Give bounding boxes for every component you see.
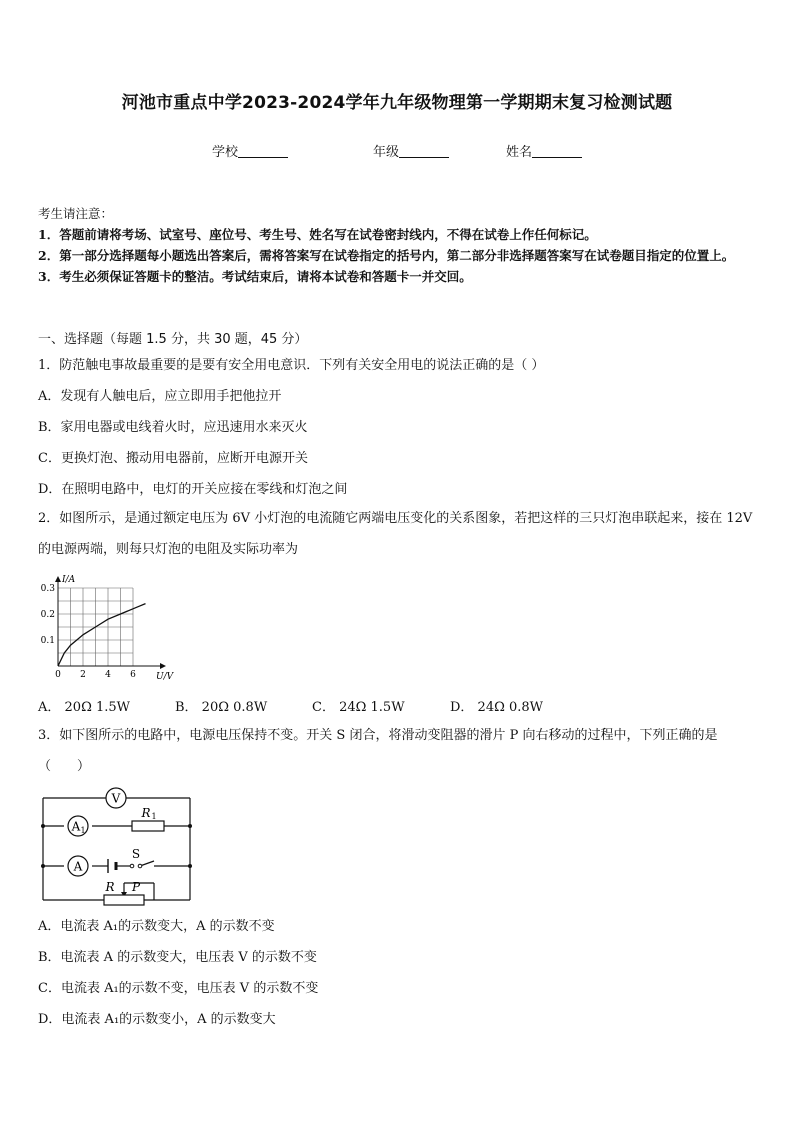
svg-text:P: P <box>131 880 141 894</box>
question-2-option-d[interactable]: D． 24Ω 0.8W <box>450 700 544 715</box>
page-title: 河池市重点中学2023-2024学年九年级物理第一学期期末复习检测试题 <box>121 93 673 113</box>
grade-blank[interactable] <box>399 144 449 158</box>
switch-label: S <box>131 847 141 861</box>
x-tick-label: 2 <box>80 670 86 680</box>
circuit-diagram <box>36 788 196 903</box>
notice-item: 3．考生必须保证答题卡的整洁。考试结束后，请将本试卷和答题卡一并交回。 <box>38 269 472 284</box>
name-field[interactable] <box>506 141 582 160</box>
svg-text:1: 1 <box>80 826 86 835</box>
battery-icon <box>108 859 116 873</box>
resistor-r1-icon <box>132 806 164 831</box>
grade-field[interactable] <box>373 141 449 160</box>
iv-curve <box>58 604 146 666</box>
y-tick-label: 0.3 <box>40 584 55 594</box>
question-1-option-a[interactable]: A．发现有人触电后，应立即用手把他拉开 <box>38 389 282 404</box>
y-tick-label: 0.1 <box>40 636 55 646</box>
school-label: 学校 <box>212 145 239 160</box>
name-label: 姓名 <box>506 145 533 160</box>
svg-text:A: A <box>73 859 83 874</box>
ammeter-a1-icon <box>68 816 88 836</box>
svg-text:R: R <box>105 880 115 894</box>
question-1-stem: 1．防范触电事故最重要的是要有安全用电意识．下列有关安全用电的说法正确的是（ ） <box>38 358 545 373</box>
ammeter-a-icon <box>68 856 88 876</box>
question-3-option-b[interactable]: B．电流表 A 的示数变大，电压表 V 的示数不变 <box>38 950 317 965</box>
x-axis-label: U/V <box>156 672 174 682</box>
student-info-row <box>0 141 794 161</box>
exam-notice <box>38 203 760 287</box>
y-axis-label: I/A <box>62 575 76 585</box>
iv-graph <box>30 575 174 682</box>
question-2-option-c[interactable]: C． 24Ω 1.5W <box>312 700 405 715</box>
question-3-stem: 3．如下图所示的电路中，电源电压保持不变。开关 S 闭合，将滑动变阻器的滑片 P 向右移动的过程中，下列正确的是（ ） <box>38 728 718 774</box>
question-1-option-c[interactable]: C．更换灯泡、搬动用电器前，应断开电源开关 <box>38 451 308 466</box>
svg-text:R: R <box>141 806 151 820</box>
question-2-options <box>38 696 638 716</box>
question-2-option-b[interactable]: B． 20Ω 0.8W <box>175 700 268 715</box>
x-tick-label: 4 <box>105 670 111 680</box>
svg-text:V: V <box>111 791 121 806</box>
x-tick-label: 0 <box>55 670 61 680</box>
question-1-option-b[interactable]: B．家用电器或电线着火时，应迅速用水来灭火 <box>38 420 308 435</box>
x-axis-arrow <box>160 663 166 669</box>
school-field[interactable] <box>212 141 288 160</box>
x-tick-label: 6 <box>130 670 136 680</box>
voltmeter-icon <box>106 788 126 808</box>
y-axis-arrow <box>55 576 61 582</box>
name-blank[interactable] <box>532 144 582 158</box>
grade-label: 年级 <box>373 145 400 160</box>
question-3-option-a[interactable]: A．电流表 A₁的示数变大，A 的示数不变 <box>38 919 275 934</box>
question-3-option-c[interactable]: C．电流表 A₁的示数不变，电压表 V 的示数不变 <box>38 981 319 996</box>
notice-item: 2．第一部分选择题每小题选出答案后，需将答案写在试卷指定的括号内，第二部分非选择题答案写在试卷题目指定的位置上。 <box>38 248 735 263</box>
section-heading: 一、选择题（每题 1.5 分，共 30 题，45 分） <box>38 332 308 347</box>
svg-text:1: 1 <box>151 812 157 821</box>
svg-text:A: A <box>71 819 81 834</box>
notice-item: 1．答题前请将考场、试室号、座位号、考生号、姓名写在试卷密封线内，不得在试卷上作任何标记。 <box>38 227 597 242</box>
y-tick-label: 0.2 <box>40 610 55 620</box>
question-2-stem: 2．如图所示，是通过额定电压为 6V 小灯泡的电流随它两端电压变化的关系图象，若把这样的三只灯泡串联起来，接在 12V 的电源两端，则每只灯泡的电阻及实际功率为 <box>38 511 753 557</box>
school-blank[interactable] <box>238 144 288 158</box>
question-1-option-d[interactable]: D．在照明电路中，电灯的开关应接在零线和灯泡之间 <box>38 482 348 497</box>
question-3-option-d[interactable]: D．电流表 A₁的示数变小，A 的示数变大 <box>38 1012 276 1027</box>
notice-heading: 考生请注意： <box>38 206 114 221</box>
question-2-option-a[interactable]: A． 20Ω 1.5W <box>38 700 131 715</box>
